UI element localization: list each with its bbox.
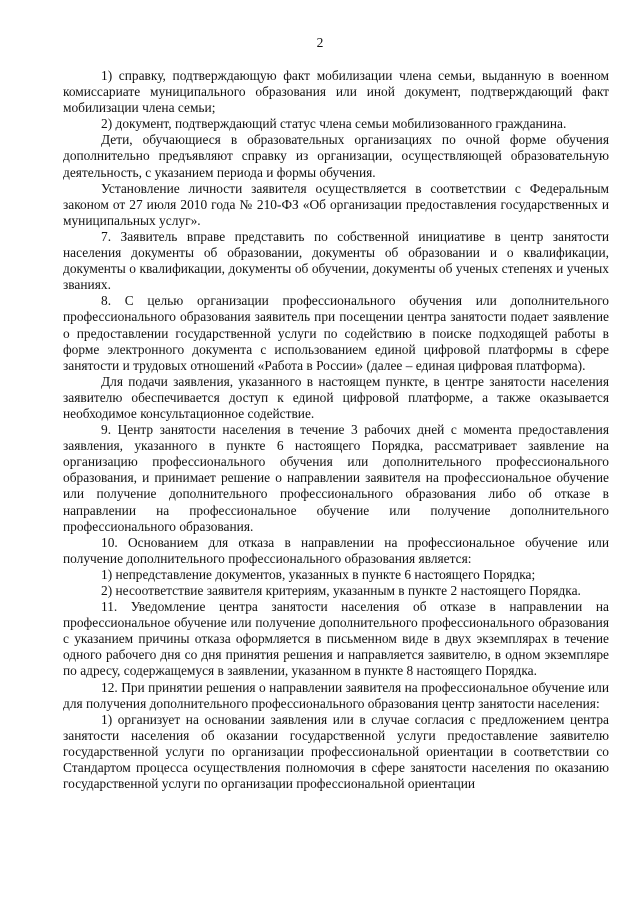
document-body: [63, 68, 609, 792]
paragraph-family-status-document: 2) документ, подтверждающий статус члена семьи мобилизованного гражданина.: [101, 116, 567, 132]
paragraph-students-certificate: Дети, обучающиеся в образовательных организациях по очной форме обучения дополнительно предъявляют справку из организации, осуществляющей образовательную деятельность, с указанием периода и формы обучения.: [63, 132, 609, 180]
paragraph-mobilization-certificate: 1) справку, подтверждающую факт мобилизации члена семьи, выданную в военном комиссариате муниципального образования или иной документ, подтверждающий факт мобилизации члена семьи;: [63, 68, 609, 116]
paragraph-item-7: 7. Заявитель вправе представить по собственной инициативе в центр занятости населения документы об образовании, документы об образовании и о квалификации, документы о квалификации, документы об обучении, документы об ученых степенях и ученых званиях.: [63, 228, 609, 293]
paragraph-item-12: 12. При принятии решения о направлении заявителя на профессиональное обучение или для получения дополнительного профессионального образования центр занятости населения:: [63, 679, 609, 711]
paragraph-item-9: 9. Центр занятости населения в течение 3 рабочих дней с момента предоставления заявления, указанного в пункте 6 настоящего Порядка, рассматривает заявление на организацию профессионального обучения или дополнительного профессионального образования, и принимает решение о направлении заявителя на профессиональное обучение или получение дополнительного профессионального образования либо об отказе в направлении на профессиональное обучение или получение дополнительного профессионального образования.: [63, 422, 609, 534]
paragraph-refusal-reason-1: 1) непредставление документов, указанных в пункте 6 настоящего Порядка;: [101, 566, 536, 582]
paragraph-identity-verification: Установление личности заявителя осуществляется в соответствии с Федеральным законом от 27 июля 2010 года № 210-ФЗ «Об организации предоставления государственных и муниципальных услуг».: [63, 180, 609, 228]
paragraph-item-11: 11. Уведомление центра занятости населения об отказе в направлении на профессиональное обучение или получение дополнительного профессионального образования с указанием причины отказа оформляется в письменном виде в двух экземплярах в течение одного рабочего дня со дня принятия решения и направляется заявителю, в одном экземпляре по адресу, содержащемуся в заявлении, указанном в пункте 8 настоящего Порядка.: [63, 599, 609, 679]
paragraph-refusal-reason-2: 2) несоответствие заявителя критериям, указанным в пункте 2 настоящего Порядка.: [101, 583, 581, 598]
paragraph-item-8: 8. С целью организации профессионального обучения или дополнительного профессионального образования заявитель при посещении центра занятости подает заявление о предоставлении государственной услуги по содействию в поиске подходящей работы в форме электронного документа с использованием единой цифровой платформы в сфере занятости и трудовых отношений «Работа в России» (далее – единая цифровая платформа).: [63, 293, 609, 373]
paragraph-item-10: 10. Основанием для отказа в направлении на профессиональное обучение или получение дополнительного профессионального образования является:: [63, 534, 609, 566]
paragraph-item-12-subitem-1: 1) организует на основании заявления или в случае согласия с предложением центра занятости населения об оказании государственной услуги предоставление заявителю государственной услуги по организации профессиональной ориентации в соответствии со Стандартом процесса осуществления полномочия в сфере занятости населения по оказанию государственной услуги по организации профессиональной ориентации: [63, 711, 609, 792]
paragraph-platform-access: Для подачи заявления, указанного в настоящем пункте, в центре занятости населения заявителю обеспечивается доступ к единой цифровой платформе, а также оказывается необходимое консультационное содействие.: [63, 373, 609, 421]
page-number: 2: [316, 35, 324, 50]
